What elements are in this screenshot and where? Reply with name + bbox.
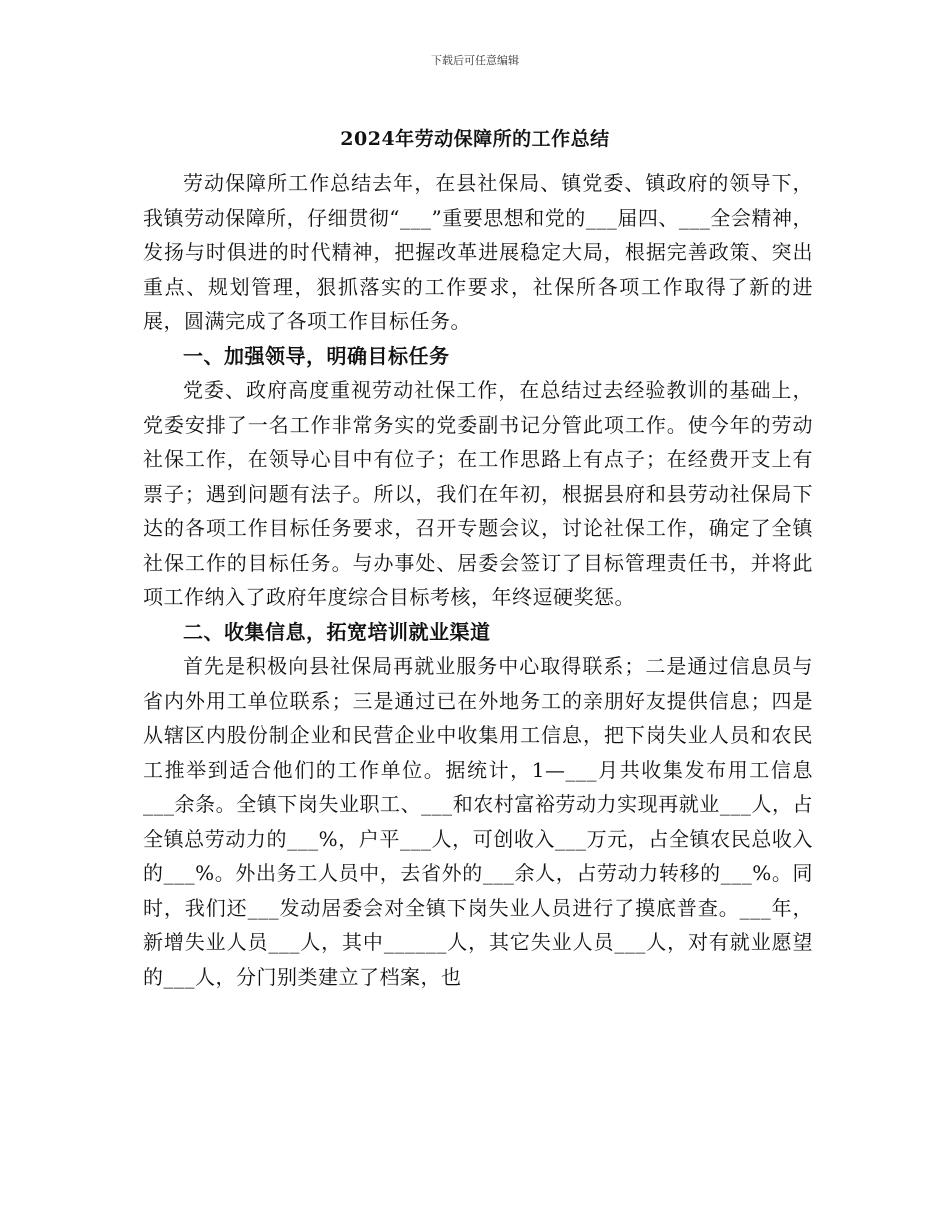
section-heading-1: 一、加强领导，明确目标任务: [183, 343, 450, 368]
header-note: 下载后可任意编辑: [431, 54, 519, 67]
paragraph-intro: 劳动保障所工作总结去年，在县社保局、镇党委、镇政府的领导下，我镇劳动保障所，仔细贯彻“___”重要思想和党的___届四、___全会精神，发扬与时俱进的时代精神，把握改革进展稳定大局，根据完善政策、突出重点、规划管理，狠抓落实的工作要求，社保所各项工作取得了新的进展，圆满完成了各项工作目标任务。: [143, 171, 813, 333]
document-title: 2024年劳动保障所的工作总结: [340, 128, 610, 150]
section-heading-2: 二、收集信息，拓宽培训就业渠道: [183, 619, 491, 644]
document-body: [143, 166, 813, 994]
paragraph-section-1: 党委、政府高度重视劳动社保工作，在总结过去经验教训的基础上，党委安排了一名工作非常务实的党委副书记分管此项工作。使今年的劳动社保工作，在领导心目中有位子；在工作思路上有点子；在经费开支上有票子；遇到问题有法子。所以，我们在年初，根据县府和县劳动社保局下达的各项工作目标任务要求，召开专题会议，讨论社保工作，确定了全镇社保工作的目标任务。与办事处、居委会签订了目标管理责任书，并将此项工作纳入了政府年度综合目标考核，年终逗硬奖惩。: [143, 378, 813, 609]
paragraph-section-2: 首先是积极向县社保局再就业服务中心取得联系；二是通过信息员与省内外用工单位联系；三是通过已在外地务工的亲朋好友提供信息；四是从辖区内股份制企业和民营企业中收集用工信息，把下岗失业人员和农民工推举到适合他们的工作单位。据统计，1—___月共收集发布用工信息___余条。全镇下岗失业职工、___和农村富裕劳动力实现再就业___人，占全镇总劳动力的___%，户平___人，可创收入___万元，占全镇农民总收入的___%。外出务工人员中，去省外的___余人，占劳动力转移的___%。同时，我们还___发动居委会对全镇下岗失业人员进行了摸底普查。___年，新增失业人员___人，其中______人，其它失业人员___人，对有就业愿望的___人，分门别类建立了档案，也: [143, 654, 813, 989]
